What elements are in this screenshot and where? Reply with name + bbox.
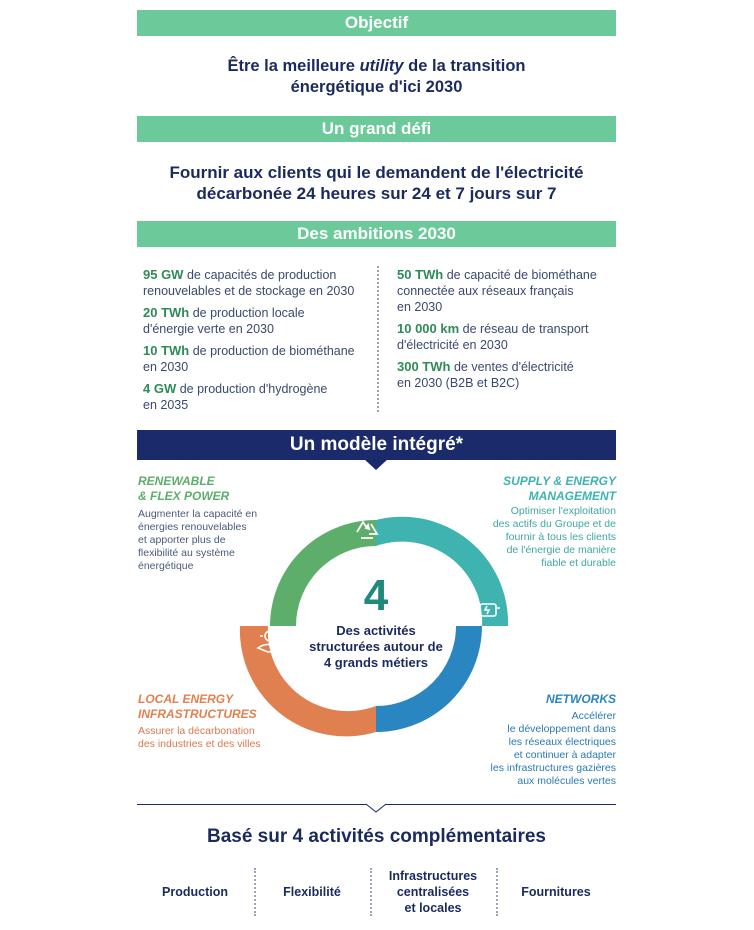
ambition-right-1: 10 000 km de réseau de transport d'électricité en 2030: [397, 321, 589, 352]
ambition-right-0: 50 TWh de capacité de biométhane connectée aux réseaux français en 2030: [397, 267, 597, 314]
local-desc: Assurer la décarbonation des industries et des villes: [138, 725, 261, 750]
ambitions-header: Des ambitions 2030: [137, 221, 616, 247]
center-caption: Des activités structurées autour de 4 grands métiers: [309, 623, 443, 670]
activity-divider-1: [254, 868, 256, 916]
networks-title: NETWORKS: [546, 692, 616, 706]
bottom-divider-arrow: [366, 803, 386, 813]
activity-infrastructures: Infrastructures centralisées et locales: [388, 869, 478, 915]
activity-divider-3: [496, 868, 498, 916]
networks-desc: Accélérer le développement dans les réseaux électriques et continuer à adapter les infrastructures gazières aux molécules vertes: [490, 710, 616, 787]
defi-text: Fournir aux clients qui le demandent de l'électricité décarbonée 24 heures sur 24 et 7 jours sur 7: [169, 163, 584, 203]
center-number: 4: [363, 571, 389, 620]
modele-header: Un modèle intégré*: [137, 430, 616, 460]
ambitions-divider: [377, 266, 379, 412]
supply-desc: Optimiser l'exploitation des actifs du Groupe et de fournir à tous les clients de l'énergie de manière fiable et durable: [492, 505, 616, 569]
ambition-left-2: 10 TWh de production de biométhane en 2030: [143, 343, 355, 374]
activity-fournitures: Fournitures: [521, 885, 591, 899]
local-title: LOCAL ENERGY INFRASTRUCTURES: [138, 692, 257, 721]
modele-header-arrow: [364, 459, 388, 471]
base-title: Basé sur 4 activités complémentaires: [206, 826, 546, 847]
objectif-header: Objectif: [137, 10, 616, 36]
supply-title: SUPPLY & ENERGY MANAGEMENT: [503, 474, 616, 503]
ambition-right-2: 300 TWh de ventes d'électricité en 2030 (B2B et B2C): [397, 359, 574, 390]
activity-divider-2: [370, 868, 372, 916]
activity-flexibilite: Flexibilité: [283, 885, 341, 899]
ambition-left-0: 95 GW de capacités de production renouvelables et de stockage en 2030: [143, 267, 355, 298]
ambition-left-3: 4 GW de production d'hydrogène en 2035: [143, 381, 328, 412]
renewable-desc: Augmenter la capacité en énergies renouvelables et apporter plus de flexibilité au système énergétique: [138, 508, 258, 572]
network-icon: [381, 731, 399, 749]
defi-header: Un grand défi: [137, 116, 616, 142]
ambition-left-1: 20 TWh de production locale d'énergie verte en 2030: [143, 305, 305, 336]
objectif-text: Être la meilleure utility de la transition énergétique d'ici 2030: [227, 57, 526, 96]
activity-production: Production: [162, 885, 228, 899]
renewable-title: RENEWABLE & FLEX POWER: [138, 474, 230, 503]
